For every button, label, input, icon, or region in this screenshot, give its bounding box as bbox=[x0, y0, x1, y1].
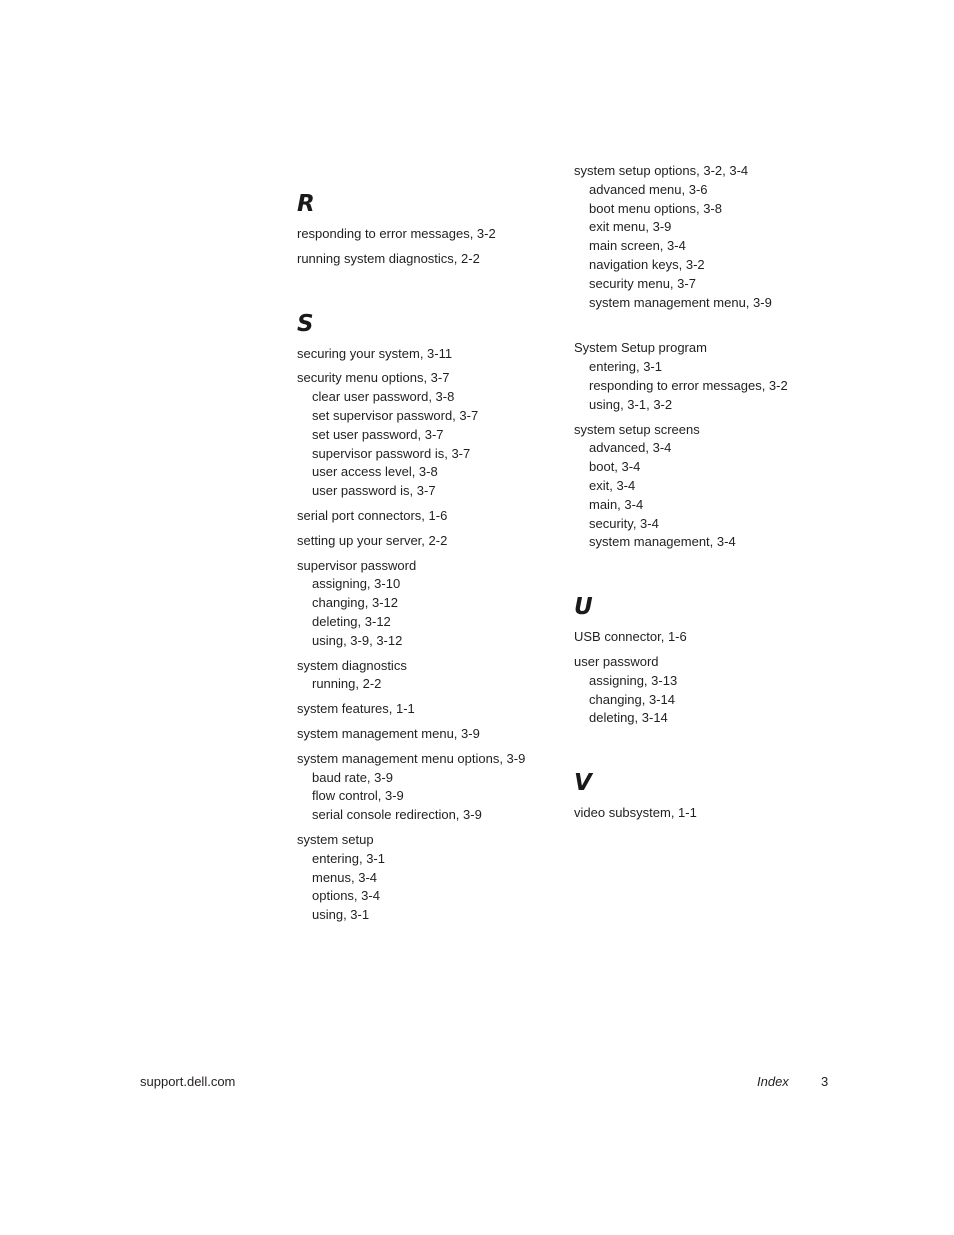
index-term: user password bbox=[574, 653, 659, 669]
index-subterm: security menu, 3-7 bbox=[589, 275, 696, 291]
index-term: security menu options, 3-7 bbox=[297, 370, 450, 386]
index-subterm: advanced, 3-4 bbox=[589, 440, 672, 456]
index-subterm: responding to error messages, 3-2 bbox=[589, 377, 788, 393]
index-term: system setup options, 3-2, 3-4 bbox=[574, 163, 749, 178]
index-subterm: using, 3-1 bbox=[312, 907, 370, 923]
index-entry bbox=[297, 250, 547, 269]
index-section-r bbox=[297, 190, 547, 269]
footer-website: support.dell.com bbox=[140, 1074, 236, 1089]
index-subterm: flow control, 3-9 bbox=[312, 788, 404, 804]
index-entry bbox=[297, 557, 547, 651]
index-term: responding to error messages, 3-2 bbox=[297, 226, 496, 241]
index-subterm: system management, 3-4 bbox=[589, 534, 736, 550]
index-entry bbox=[574, 339, 824, 414]
index-subterm: serial console redirection, 3-9 bbox=[312, 807, 482, 823]
index-term: running system diagnostics, 2-2 bbox=[297, 250, 480, 266]
index-section-v bbox=[574, 769, 824, 823]
index-term: System Setup program bbox=[574, 340, 707, 356]
index-subterm: boot, 3-4 bbox=[589, 459, 641, 475]
index-section-s bbox=[297, 310, 547, 925]
index-term: system management menu, 3-9 bbox=[297, 725, 480, 741]
footer-section-label: Index bbox=[757, 1074, 789, 1089]
index-entry bbox=[297, 750, 547, 825]
index-term: video subsystem, 1-1 bbox=[574, 805, 697, 821]
index-term: setting up your server, 2-2 bbox=[297, 532, 448, 548]
index-entry bbox=[297, 725, 547, 744]
index-subterm: running, 2-2 bbox=[312, 676, 382, 692]
index-entry bbox=[297, 507, 547, 526]
index-entry bbox=[574, 804, 824, 823]
index-subterm: security, 3-4 bbox=[589, 515, 659, 531]
index-subterm: user password is, 3-7 bbox=[312, 483, 436, 499]
index-subterm: exit menu, 3-9 bbox=[589, 219, 672, 235]
entry-spacer bbox=[574, 318, 824, 339]
page-number: 3 bbox=[821, 1074, 829, 1089]
index-subterm: options, 3-4 bbox=[312, 888, 380, 904]
index-subterm: assigning, 3-13 bbox=[589, 672, 678, 688]
index-entry bbox=[297, 657, 547, 695]
index-subterm: deleting, 3-12 bbox=[312, 613, 391, 629]
index-subterm: system management menu, 3-9 bbox=[589, 294, 772, 310]
index-term: system features, 1-1 bbox=[297, 701, 415, 717]
index-subterm: user access level, 3-8 bbox=[312, 464, 438, 480]
index-subterm: changing, 3-12 bbox=[312, 595, 399, 611]
index-entry bbox=[297, 225, 547, 244]
index-entry bbox=[297, 345, 547, 364]
index-entry bbox=[297, 369, 547, 501]
index-term: supervisor password bbox=[297, 557, 417, 573]
index-entry bbox=[297, 532, 547, 551]
section-spacer bbox=[574, 734, 824, 769]
index-subterm: assigning, 3-10 bbox=[312, 576, 401, 592]
index-subterm: set supervisor password, 3-7 bbox=[312, 407, 479, 423]
section-spacer bbox=[297, 275, 547, 310]
index-entry bbox=[574, 162, 824, 312]
index-term: system setup bbox=[297, 831, 374, 847]
index-subterm: menus, 3-4 bbox=[312, 869, 378, 885]
index-subterm: set user password, 3-7 bbox=[312, 426, 444, 442]
section-letter: V bbox=[574, 770, 592, 797]
index-entry bbox=[574, 653, 824, 728]
section-letter: R bbox=[297, 191, 315, 217]
index-subterm: entering, 3-1 bbox=[312, 850, 385, 866]
index-subterm: exit, 3-4 bbox=[589, 477, 636, 493]
index-subterm: clear user password, 3-8 bbox=[312, 389, 455, 405]
index-term: USB connector, 1-6 bbox=[574, 629, 687, 645]
index-term: serial port connectors, 1-6 bbox=[297, 507, 448, 523]
index-subterm: main screen, 3-4 bbox=[589, 238, 686, 254]
index-term: securing your system, 3-11 bbox=[297, 345, 453, 361]
index-subterm: advanced menu, 3-6 bbox=[589, 181, 708, 197]
section-spacer bbox=[574, 558, 824, 593]
index-subterm: supervisor password is, 3-7 bbox=[312, 445, 471, 461]
index-subterm: using, 3-1, 3-2 bbox=[589, 396, 673, 412]
index-column-left bbox=[297, 190, 547, 931]
index-subterm: navigation keys, 3-2 bbox=[589, 256, 705, 272]
index-entry bbox=[574, 421, 824, 553]
index-term: system diagnostics bbox=[297, 657, 407, 673]
index-subterm: baud rate, 3-9 bbox=[312, 769, 393, 785]
index-subterm: boot menu options, 3-8 bbox=[589, 200, 722, 216]
index-subterm: changing, 3-14 bbox=[589, 691, 676, 707]
index-term: system setup screens bbox=[574, 421, 700, 437]
index-entry bbox=[297, 700, 547, 719]
index-subterm: main, 3-4 bbox=[589, 496, 644, 512]
index-subterm: deleting, 3-14 bbox=[589, 710, 668, 726]
index-entry bbox=[297, 831, 547, 925]
section-letter: U bbox=[574, 594, 593, 621]
index-section-u bbox=[574, 593, 824, 728]
index-column-right bbox=[574, 162, 824, 829]
index-subterm: entering, 3-1 bbox=[589, 359, 662, 375]
index-entry bbox=[574, 628, 824, 647]
index-subterm: using, 3-9, 3-12 bbox=[312, 632, 403, 648]
section-letter: S bbox=[297, 310, 314, 337]
index-term: system management menu options, 3-9 bbox=[297, 750, 526, 766]
